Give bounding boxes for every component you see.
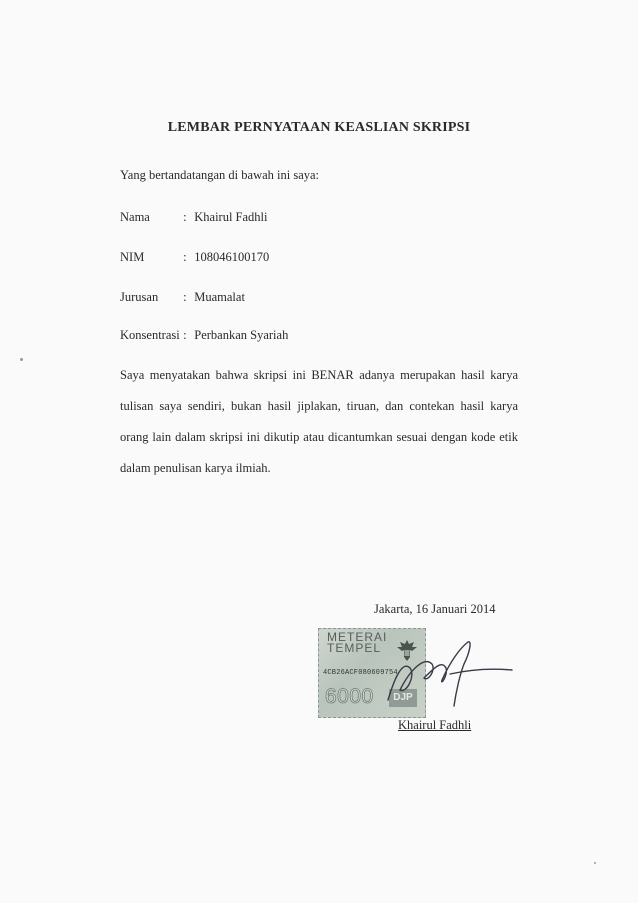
document-title: LEMBAR PERNYATAAN KEASLIAN SKRIPSI — [167, 120, 471, 135]
field-nim — [120, 250, 520, 265]
stamp-serial: 4CB26ACF080609754 — [323, 669, 398, 677]
scan-speck — [594, 862, 596, 864]
field-label: Nama — [120, 210, 150, 224]
field-value: 108046100170 — [194, 250, 270, 264]
field-label: Jurusan — [120, 290, 159, 304]
field-value: Muamalat — [194, 290, 245, 304]
field-label: Konsentrasi — [120, 328, 180, 342]
field-separator: : — [183, 290, 187, 304]
field-nama — [120, 210, 520, 225]
scan-speck — [20, 358, 23, 361]
handwritten-signature — [380, 630, 520, 714]
stamp-title: METERAI TEMPEL — [327, 630, 388, 655]
stamp-issuer: DJP — [389, 689, 417, 707]
signer-name: Khairul Fadhli — [398, 718, 472, 732]
stamp-value: 6000 — [325, 685, 374, 708]
field-separator: : — [183, 250, 187, 264]
field-jurusan — [120, 290, 520, 305]
field-value: Khairul Fadhli — [194, 210, 268, 224]
field-konsentrasi — [120, 328, 520, 343]
statement-paragraph: Saya menyatakan bahwa skripsi ini BENAR adanya merupakan hasil karya tulisan saya sendiri, bukan hasil jiplakan, tiruan, dan contekan hasil karya orang lain dalam skripsi ini dikutip atau dicantumkan sesuai dengan kode etik dalam penulisan karya ilmiah. — [120, 368, 518, 475]
place-date: Jakarta, 16 Januari 2014 — [374, 602, 496, 616]
field-label: NIM — [120, 250, 145, 264]
field-separator: : — [183, 328, 187, 342]
field-value: Perbankan Syariah — [194, 328, 289, 342]
field-separator: : — [183, 210, 187, 224]
intro-line: Yang bertandatangan di bawah ini saya: — [120, 168, 320, 182]
